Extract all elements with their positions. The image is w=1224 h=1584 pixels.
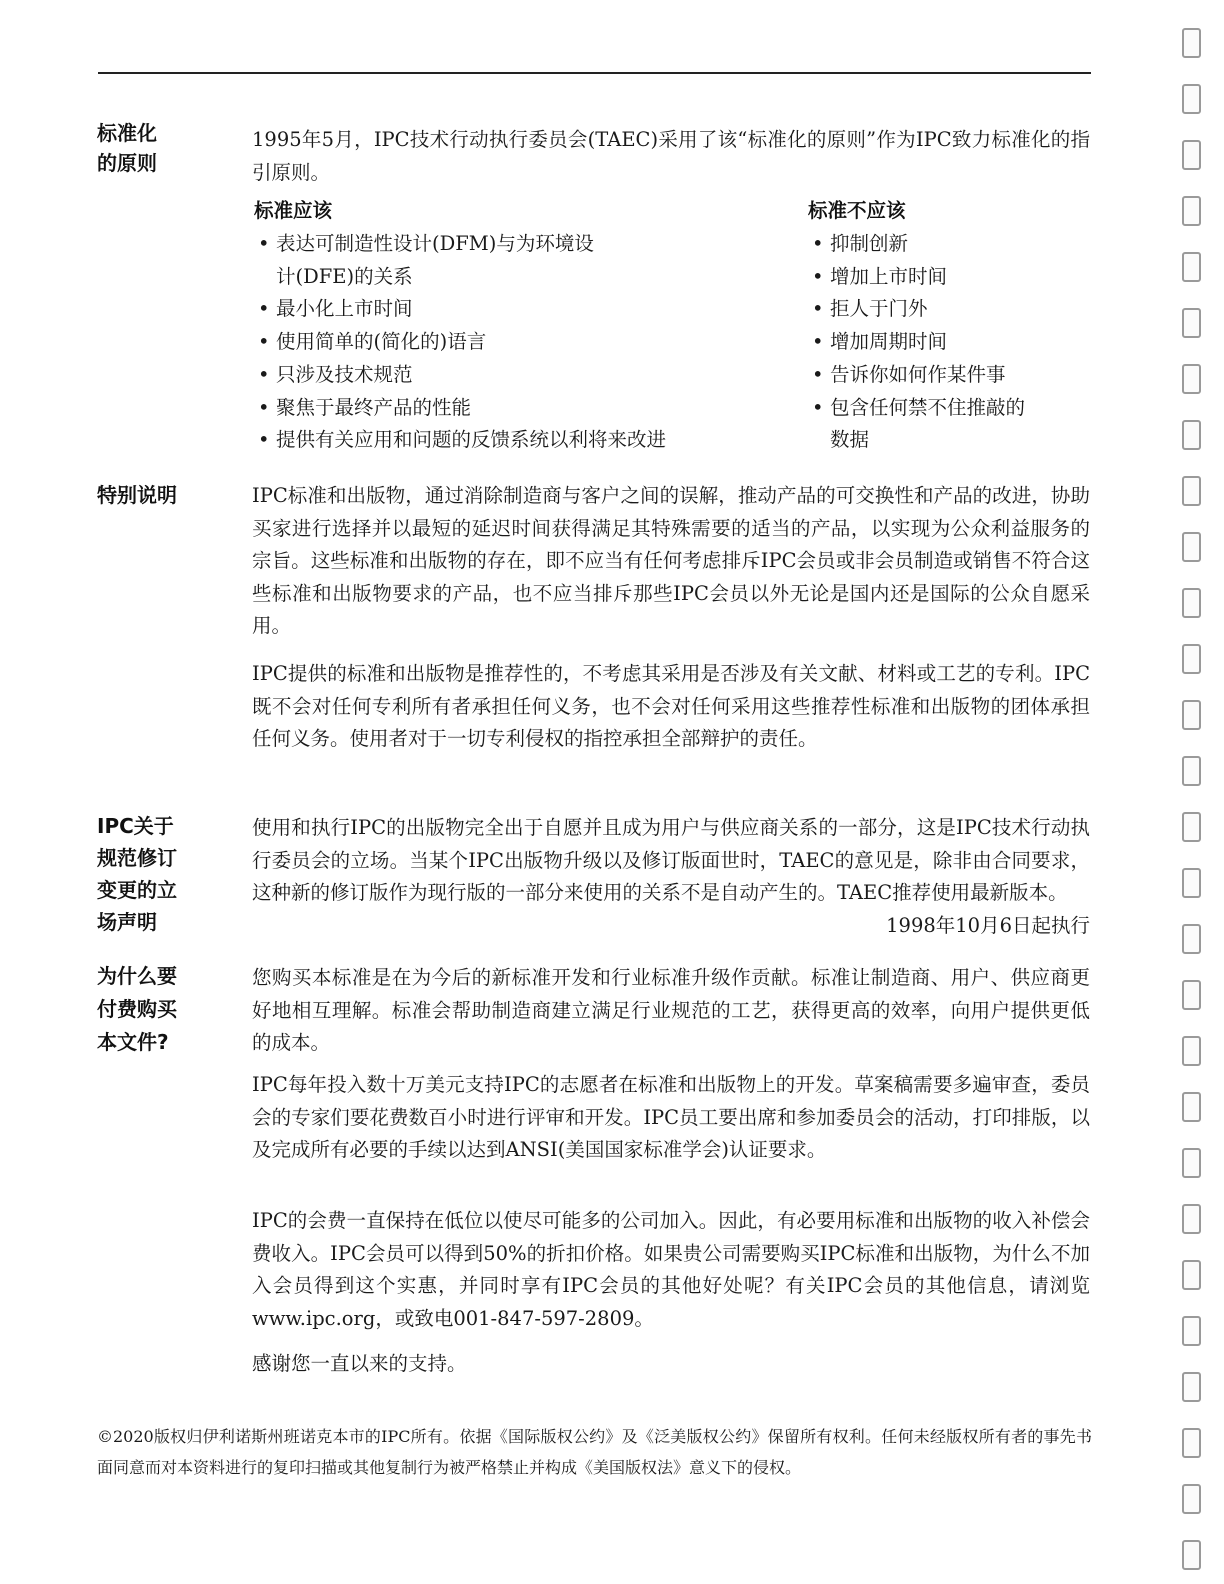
binder-hole-icon [1182, 476, 1201, 506]
label-line: IPC关于 [97, 814, 174, 838]
should-not-list [808, 228, 1048, 457]
why-pay-p3: IPC的会费一直保持在低位以使尽可能多的公司加入。因此，有必要用标准和出版物的收入补偿会费收入。IPC会员可以得到50%的折扣价格。如果贵公司需要购买IPC标准和出版物，为什么不加入会员得到这个实惠，并同时享有IPC会员的其他好处呢？有关IPC会员的其他信息，请浏览www.ipc.org，或致电001-847-597-2809。 [252, 1209, 1090, 1330]
position-text: 使用和执行IPC的出版物完全出于自愿并且成为用户与供应商关系的一部分，这是IPC技术行动执行委员会的立场。当某个IPC出版物升级以及修订版面世时，TAEC的意见是，除非由合同要求，这种新的修订版作为现行版的一部分来使用的关系不是自动产生的。TAEC推荐使用最新版本。 [252, 816, 1090, 904]
binder-hole-icon [1182, 28, 1201, 58]
binder-hole-icon [1182, 140, 1201, 170]
should-not-heading: 标准不应该 [808, 199, 906, 222]
binder-hole-icon [1182, 644, 1201, 674]
principles-intro: 1995年5月，IPC技术行动执行委员会(TAEC)采用了该“标准化的原则”作为IPC致力标准化的指引原则。 [252, 128, 1090, 184]
section-label-special [97, 480, 227, 510]
binder-hole-icon [1182, 1036, 1201, 1066]
label-line: 标准化 [97, 121, 157, 145]
list-item: • 告诉你如何作某件事 [808, 359, 1048, 392]
list-item: • 使用简单的(简化的)语言 [254, 326, 754, 359]
copyright-notice: ©2020版权归伊利诺斯州班诺克本市的IPC所有。依据《国际版权公约》及《泛美版权公约》保留所有权利。任何未经版权所有者的事先书面同意而对本资料进行的复印扫描或其他复制行为被严格禁止并构成《美国版权法》意义下的侵权。 [97, 1427, 1092, 1477]
header-rule [98, 72, 1091, 74]
label-line: 付费购买 [97, 997, 177, 1021]
binder-hole-icon [1182, 700, 1201, 730]
label-line: 为什么要 [97, 964, 177, 988]
section-label-why-pay [97, 960, 227, 1059]
binder-hole-icon [1182, 1204, 1201, 1234]
list-item: • 最小化上市时间 [254, 293, 754, 326]
binder-hole-icon [1182, 924, 1201, 954]
binder-hole-icon [1182, 980, 1201, 1010]
binder-hole-icon [1182, 588, 1201, 618]
label-line: 变更的立 [97, 878, 177, 902]
why-pay-p2: IPC每年投入数十万美元支持IPC的志愿者在标准和出版物上的开发。草案稿需要多遍审查，委员会的专家们要花费数百小时进行评审和开发。IPC员工要出席和参加委员会的活动，打印排版，以及完成所有必要的手续以达到ANSI(美国国家标准学会)认证要求。 [252, 1073, 1090, 1161]
binder-hole-icon [1182, 868, 1201, 898]
special-notice-p2: IPC提供的标准和出版物是推荐性的，不考虑其采用是否涉及有关文献、材料或工艺的专利。IPC既不会对任何专利所有者承担任何义务，也不会对任何采用这些推荐性标准和出版物的团体承担任何义务。使用者对于一切专利侵权的指控承担全部辩护的责任。 [252, 662, 1090, 750]
binder-hole-icon [1182, 1260, 1201, 1290]
label-line: 特别说明 [97, 483, 177, 507]
label-line: 本文件? [97, 1030, 169, 1054]
list-item: • 聚焦于最终产品的性能 [254, 392, 754, 425]
binder-hole-icon [1182, 84, 1201, 114]
list-item: • 包含任何禁不住推敲的数据 [808, 392, 1030, 457]
list-item: • 只涉及技术规范 [254, 359, 754, 392]
binder-hole-icon [1182, 196, 1201, 226]
binder-hole-icon [1182, 308, 1201, 338]
binder-hole-icon [1182, 420, 1201, 450]
binder-hole-icon [1182, 812, 1201, 842]
list-item: • 抑制创新 [808, 228, 1048, 261]
should-list [254, 228, 754, 457]
position-statement [252, 812, 1090, 942]
label-line: 的原则 [97, 151, 157, 175]
why-pay-p4: 感谢您一直以来的支持。 [252, 1352, 467, 1375]
special-notice-p1: IPC标准和出版物，通过消除制造商与客户之间的误解，推动产品的可交换性和产品的改进，协助买家进行选择并以最短的延迟时间获得满足其特殊需要的适当的产品，以实现为公众利益服务的宗旨。这些标准和出版物的存在，即不应当有任何考虑排斥IPC会员或非会员制造或销售不符合这些标准和出版物要求的产品，也不应当排斥那些IPC会员以外无论是国内还是国际的公众自愿采用。 [252, 484, 1090, 637]
list-item: • 增加周期时间 [808, 326, 1048, 359]
why-pay-p1: 您购买本标准是在为今后的新标准开发和行业标准升级作贡献。标准让制造商、用户、供应商更好地相互理解。标准会帮助制造商建立满足行业规范的工艺，获得更高的效率，向用户提供更低的成本。 [252, 966, 1090, 1054]
section-label-principles [97, 118, 227, 178]
list-item: • 拒人于门外 [808, 293, 1048, 326]
binder-hole-icon [1182, 1148, 1201, 1178]
label-line: 场声明 [97, 910, 157, 934]
list-item: • 提供有关应用和问题的反馈系统以利将来改进 [254, 424, 754, 457]
binder-hole-icon [1182, 364, 1201, 394]
binder-hole-icon [1182, 1092, 1201, 1122]
list-item: • 增加上市时间 [808, 261, 1048, 294]
binder-hole-icon [1182, 1540, 1201, 1570]
binder-hole-icon [1182, 252, 1201, 282]
binder-hole-icon [1182, 1372, 1201, 1402]
binder-hole-icon [1182, 1428, 1201, 1458]
binder-hole-icon [1182, 532, 1201, 562]
effective-date: 1998年10月6日起执行 [886, 913, 1090, 937]
section-label-position [97, 810, 227, 938]
binder-hole-icon [1182, 1316, 1201, 1346]
binder-hole-icon [1182, 756, 1201, 786]
should-heading: 标准应该 [254, 199, 333, 222]
binder-hole-icon [1182, 1484, 1201, 1514]
should-column [254, 196, 754, 457]
list-item: • 表达可制造性设计(DFM)与为环境设计(DFE)的关系 [254, 228, 606, 293]
label-line: 规范修订 [97, 846, 177, 870]
should-not-column [808, 196, 1048, 457]
